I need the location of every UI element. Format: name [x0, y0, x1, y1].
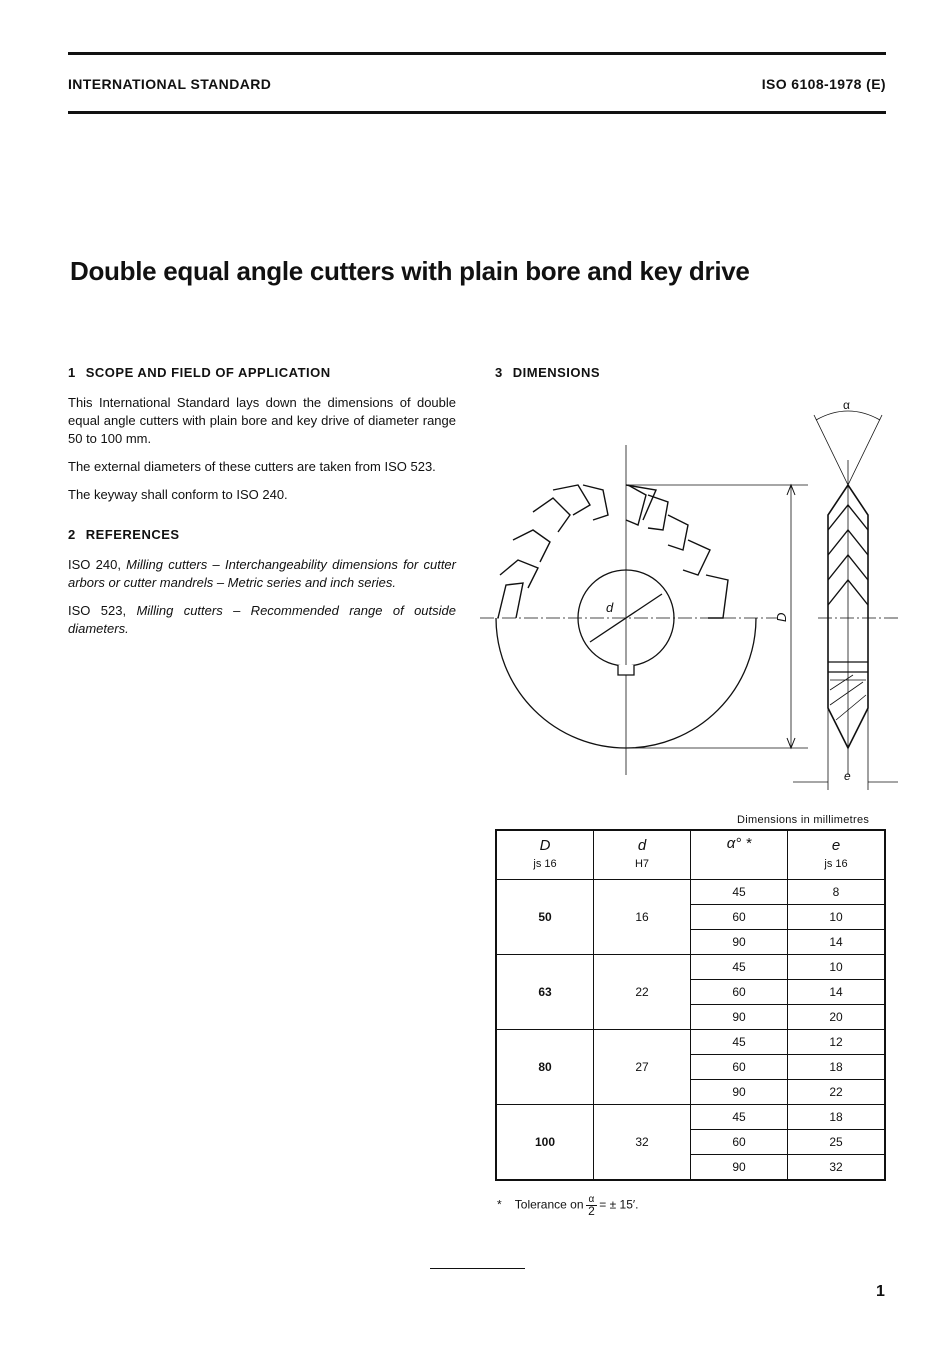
cell-D: 100 — [496, 1105, 594, 1181]
page-number: 1 — [876, 1283, 885, 1300]
cell-alpha: 90 — [691, 1080, 788, 1105]
outside-diameter-label: D — [774, 612, 789, 622]
header-rule — [68, 111, 886, 114]
cell-D: 80 — [496, 1030, 594, 1105]
table-row — [496, 1105, 885, 1130]
left-column — [68, 364, 456, 648]
cell-alpha: 45 — [691, 1105, 788, 1130]
cell-e: 14 — [788, 980, 886, 1005]
cell-alpha: 60 — [691, 1130, 788, 1155]
cell-e: 22 — [788, 1080, 886, 1105]
cell-alpha: 45 — [691, 1030, 788, 1055]
cell-e: 14 — [788, 930, 886, 955]
cell-alpha: 45 — [691, 955, 788, 980]
cell-alpha: 60 — [691, 1055, 788, 1080]
cell-alpha: 60 — [691, 905, 788, 930]
cell-D: 63 — [496, 955, 594, 1030]
cell-alpha: 90 — [691, 930, 788, 955]
cell-e: 12 — [788, 1030, 886, 1055]
cell-e: 8 — [788, 880, 886, 905]
cell-d: 27 — [594, 1030, 691, 1105]
cell-d: 16 — [594, 880, 691, 955]
section-1-paragraph: The keyway shall conform to ISO 240. — [68, 487, 288, 502]
column-header-D: D js 16 — [496, 830, 594, 880]
section-3-heading: 3 DIMENSIONS — [495, 365, 601, 380]
section-2-heading: 2 REFERENCES — [68, 527, 180, 542]
cell-d: 32 — [594, 1105, 691, 1181]
header-right: ISO 6108-1978 (E) — [761, 76, 886, 92]
cell-alpha: 45 — [691, 880, 788, 905]
cell-e: 32 — [788, 1155, 886, 1181]
section-1-heading: 1 SCOPE AND FIELD OF APPLICATION — [68, 365, 331, 380]
footnote: * Tolerance on $\frac{\alpha}{2}$ = ± 15′. — [497, 1194, 639, 1218]
cell-d: 22 — [594, 955, 691, 1030]
units-note: Dimensions in millimetres — [737, 814, 870, 826]
reference-iso-523: ISO 523, Milling cutters – Recommended range of outside diameters. — [68, 603, 456, 636]
column-header-e: e js 16 — [788, 830, 886, 880]
cell-alpha: 90 — [691, 1005, 788, 1030]
page-title: Double equal angle cutters with plain bore and key drive — [70, 256, 750, 286]
width-e-label: e — [844, 769, 851, 783]
cell-e: 25 — [788, 1130, 886, 1155]
table-row — [496, 880, 885, 905]
table-row — [496, 955, 885, 980]
cutter-teeth — [498, 485, 728, 618]
cell-D: 50 — [496, 880, 594, 955]
top-rule — [68, 52, 886, 55]
column-header-d: d H7 — [594, 830, 691, 880]
dimensions-table — [495, 829, 886, 1181]
angle-alpha-label: α — [843, 398, 850, 412]
column-header-alpha: α° * — [691, 830, 788, 880]
cell-alpha: 90 — [691, 1155, 788, 1181]
reference-iso-240: ISO 240, Milling cutters – Interchangeability dimensions for cutter arbors or cutter mandrels – Metric series and inch series. — [68, 557, 456, 590]
section-1-paragraph: The external diameters of these cutters are taken from ISO 523. — [68, 459, 436, 474]
end-rule — [430, 1268, 525, 1269]
fraction-alpha-over-2: $\frac{\alpha}{2}$ — [586, 1194, 598, 1217]
cell-alpha: 60 — [691, 980, 788, 1005]
table-header-row — [496, 830, 885, 880]
cell-e: 18 — [788, 1105, 886, 1130]
cell-e: 10 — [788, 955, 886, 980]
header-left: INTERNATIONAL STANDARD — [68, 76, 272, 92]
cell-e: 10 — [788, 905, 886, 930]
section-1-paragraph: This International Standard lays down the dimensions of double equal angle cutters with plain bore and key drive of diameter range 50 to 100 mm. — [68, 395, 456, 446]
cutter-drawing — [478, 390, 898, 800]
cell-e: 18 — [788, 1055, 886, 1080]
bore-diameter-label: d — [606, 600, 614, 615]
table-row — [496, 1030, 885, 1055]
cell-e: 20 — [788, 1005, 886, 1030]
